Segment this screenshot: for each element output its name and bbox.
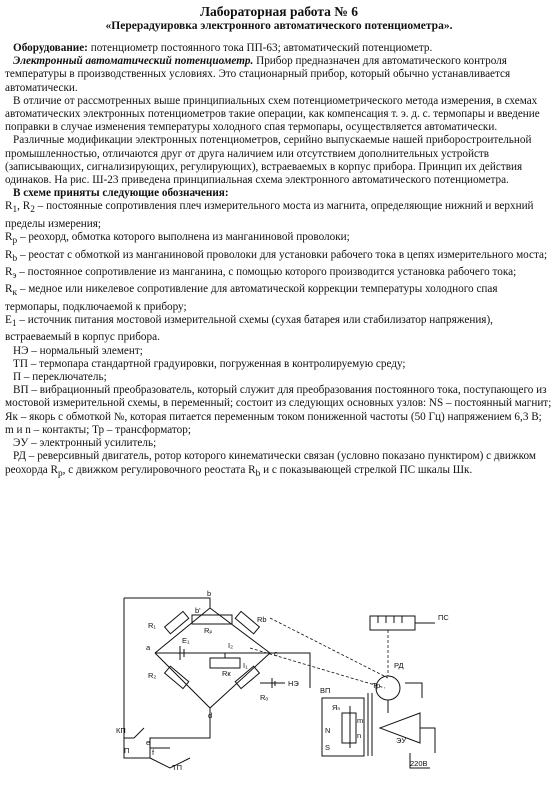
legend-item: $R_э$ – постоянное сопротивление из манганина, с помощью которого производится установка рабочего тока; (5, 265, 517, 282)
label-vp: ВП (320, 686, 331, 695)
legend-item: ТП – термопара стандартной градуировки, погруженная в контролируемую среду; (13, 357, 406, 370)
equipment-paragraph (5, 42, 553, 55)
label-r1: R₁ (148, 621, 156, 630)
paragraph: Различные модификации электронных потенциометров, серийно выпускаемые нашей приборостроительной промышленностью, отличаются друг от друга наличием или отсутствием дополнительных устройств (записывающих, сигнализирующих, регулирующих), встраеваемых в корпус прибора. Принцип их действия одинаков. На рис. Ш-23 приведена принципиальная схема электронного автоматического потенциометра. (5, 134, 532, 187)
label-bprime: b' (195, 606, 201, 615)
label-d: d (208, 711, 213, 720)
label-ro: Rₒ (260, 693, 269, 702)
label-ya: Яₙ (332, 703, 341, 712)
page-subtitle: «Перерадуировка электронного автоматического потенциометра». (105, 20, 453, 32)
label-rd: РД (394, 661, 404, 670)
label-c: c (274, 649, 278, 658)
label-ps: ПС (438, 613, 449, 622)
label-rp: Rₚ (204, 626, 213, 635)
legend-item: $R_1$, $R_2$ – постоянные сопротивления плеч измерительного моста из магнита, определяющие нижний и верхний пределы измерения; (5, 200, 534, 230)
page-title: Лабораторная работа № 6 (200, 4, 358, 19)
label-kp: КП (116, 726, 126, 735)
label-tr: Тр (372, 681, 381, 690)
label-220v: 220В (410, 759, 428, 768)
label-rb: Rb (257, 615, 267, 624)
label-e1: E₁ (182, 636, 190, 645)
intro-text: Прибор предназначен для автоматического контроля температуры в производственных условиях. Это стационарный прибор, который обычно устанавливается автоматически. (5, 55, 511, 94)
label-i1: I₁ (243, 661, 248, 670)
label-rk: Rк (222, 669, 231, 678)
label-n: N (325, 726, 331, 735)
potentiometer-schematic (110, 588, 550, 783)
equipment-text: потенциометр постоянного тока ПП-63; автоматический потенциометр. (87, 42, 433, 54)
legend-item: ЭУ – электронный усилитель; (13, 437, 157, 450)
label-b: b (207, 589, 212, 598)
legend-item: $E_1$ – источник питания мостовой измерительной схемы (сухая батарея или стабилизатор напряжения), встраеваемый в корпус прибора. (5, 314, 493, 344)
paragraph: В отличие от рассмотренных выше принципиальных схем потенциометрического метода измерения, в схемах автоматических электронных потенциометров такие операции, как компенсация т. э. д. с. термопары и введение поправки в случае изменения температуры холодного спая термопары, осуществляется автоматически. (5, 94, 540, 134)
label-r2: R₂ (148, 671, 157, 680)
label-a: a (146, 643, 151, 652)
legend-heading: В схеме приняты следующие обозначения: (13, 187, 229, 200)
label-p: П (124, 746, 130, 755)
intro-label: Электронный автоматический потенциометр. (13, 55, 254, 68)
legend-item: $R_к$ – медное или никелевое сопротивление для автоматической коррекции температуры холодного спая термопары, подключаемой к прибору; (5, 283, 498, 313)
label-n-contact: n (357, 731, 362, 740)
legend-item: ВП – вибрационный преобразователь, который служит для преобразования постоянного тока, поступающего из мостовой измерительной схемы, в переменный; состоит из следующих основных узлов: NS – постоянный магнит; Як – якорь с обмоткой №, которая питается переменным током пониженной частоты (50 Гц) напряжением 6,3 В; m и n – контакты; Тр – трансформатор; (5, 384, 552, 436)
legend-item: НЭ – нормальный элемент; (13, 344, 143, 357)
label-tp: ТП (172, 763, 182, 772)
intro-paragraph (5, 55, 553, 95)
legend-item: П – переключатель; (13, 371, 107, 384)
legend-item-rd: РД – реверсивный двигатель, ротор которого кинематически связан (условно показано пунктиром) с движком реохорда $R_p$, с движком регулировочного реостата $R_b$ и с показывающей стрелкой ПС шкалы Шк. (5, 450, 536, 479)
label-f: f (152, 748, 155, 757)
label-ne: НЭ (288, 679, 299, 688)
label-eu: ЭУ (396, 736, 407, 745)
label-i2: I₂ (228, 641, 233, 650)
legend-item: $R_b$ – реостат с обмоткой из манганиновой проволоки для установки рабочего тока в цепях измерительного моста; (5, 248, 548, 264)
label-e: e (146, 738, 151, 747)
label-s: S (325, 743, 331, 752)
body-text (5, 40, 553, 481)
equipment-label: Оборудование: (13, 42, 88, 54)
legend-item: $R_p$ – реохорд, обмотка которого выполнена из манганиновой проволоки; (5, 231, 350, 247)
label-m: m (357, 716, 364, 725)
